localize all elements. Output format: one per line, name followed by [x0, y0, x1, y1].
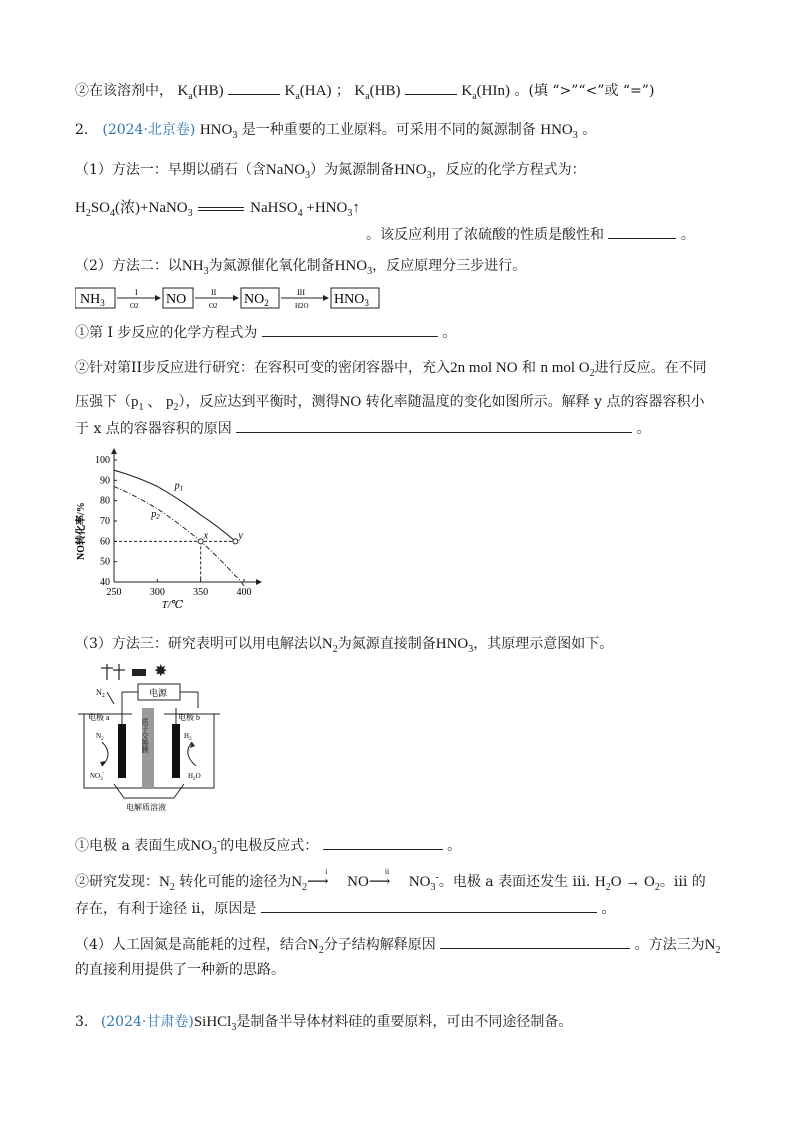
- m3-sub2-line2: [75, 898, 615, 919]
- nano3-formula: NaNO$_3$: [265, 162, 311, 181]
- m3-text-a: （3）方法三：研究表明可以用电解法以: [75, 636, 322, 652]
- x-tick-label: 300: [149, 587, 165, 598]
- n2-path: $N_2$ i ⟶ NO ii ⟶ $NO_3^-$: [291, 867, 439, 893]
- m3-sub2-c: 转化可能的途径为: [179, 874, 292, 890]
- electrolyte-label: 电解质溶液: [126, 803, 166, 812]
- m2-sub2-k: 于 x 点的容器容积的原因: [75, 421, 232, 437]
- m2-sub2-e: 进行反应。在不同: [594, 360, 707, 376]
- renewable-energy-icons: [101, 663, 167, 680]
- n2-formula-3: $N_2$: [307, 937, 324, 956]
- m2-sub2-end: 。: [636, 421, 651, 437]
- question-number: 2．: [75, 122, 98, 138]
- m2-sub2-j: 转化率随温度的变化如图所示。解释 y 点的容器容积小: [365, 394, 705, 410]
- m3-sub2-g: 存在，有利于途径 ii，原因是: [75, 901, 257, 917]
- chart-ylabel: NO转化率/%: [76, 502, 87, 560]
- y-tick-label: 100: [95, 455, 110, 466]
- chain-arrowhead-3: [323, 295, 329, 301]
- m3-text-c: 为氮源直接制备: [337, 636, 436, 652]
- n2-formula-4: $N_2$: [704, 937, 721, 956]
- question-number-3: 3.: [75, 1014, 89, 1030]
- m3-sub2-line1: [75, 868, 706, 898]
- hno3-formula-3: $HNO_3$: [394, 162, 432, 181]
- question-source: (2024·北京卷): [102, 122, 196, 138]
- electrode-b-label: 电极 b: [178, 713, 200, 722]
- ka-hb: $K_a(HB)$: [177, 83, 224, 102]
- chain-arrowhead-2: [233, 295, 239, 301]
- ka-hb-2: $K_a(HB)$: [354, 83, 401, 102]
- electrode-a-label: 电极 a: [88, 713, 110, 722]
- series-line-p2: [114, 486, 244, 586]
- sihcl3-formula: SiHCl$_3$: [193, 1014, 237, 1033]
- m3-text-e: ，其原理示意图如下。: [473, 636, 614, 652]
- m1-text-e: ，反应的化学方程式为：: [431, 162, 586, 178]
- left-product-no3: $NO_3^-$: [90, 771, 105, 782]
- y-tick-label: 80: [100, 495, 110, 507]
- pressures: $p_1$ 、 $p_2$: [131, 394, 179, 413]
- m4-line2: [75, 960, 285, 980]
- m2-text-c: 为氮源催化氧化制备: [208, 258, 335, 274]
- m2-line: [75, 256, 526, 282]
- answer-blank-5[interactable]: [236, 418, 632, 433]
- x-tick-label: 400: [236, 587, 252, 598]
- m2-text-e: ，反应原理分三步进行。: [372, 258, 527, 274]
- series-label-p1: $p_1$: [174, 480, 184, 493]
- m2-sub1-end: 。: [442, 325, 457, 341]
- conversion-chart: [74, 448, 264, 618]
- m4-line1: [75, 934, 721, 961]
- m3-sub2-end: 。: [601, 901, 616, 917]
- m3-sub1-text: ①电极 a 表面生成: [75, 838, 191, 854]
- answer-blank-2[interactable]: [405, 80, 457, 95]
- m1-tail-end: 。: [680, 227, 695, 243]
- electrode-b: [172, 724, 180, 778]
- power-label: 电源: [149, 688, 168, 698]
- m3-sub2-a: ②研究发现：: [75, 874, 159, 890]
- m1-text-a: （1）方法一：早期以硝石（含: [75, 162, 266, 178]
- m1-line: [75, 160, 586, 186]
- m2-sub2-line2: [75, 392, 704, 418]
- m1-text-c: ）为氮源制备: [310, 162, 395, 178]
- membrane-label: 质子交换膜: [141, 718, 149, 753]
- m2-sub1-text: ①第 I 步反应的化学方程式为: [75, 325, 258, 341]
- chain-hno3: $HNO_3$: [334, 292, 369, 308]
- nh3-formula: $NH_3$: [181, 258, 209, 277]
- q3-header: [75, 1012, 572, 1038]
- hno3-formula: $HNO_3$: [199, 122, 238, 141]
- chain-nh3: $NH_3$: [80, 292, 105, 308]
- hno3-formula-5: $HNO_3$: [435, 636, 474, 655]
- electrode-a: [118, 724, 126, 778]
- m2-sub2-a: ②针对第II步反应进行研究：在容积可变的密闭容器中，充入: [75, 360, 451, 376]
- m4-text-a: （4）人工固氮是高能耗的过程，结合: [75, 937, 308, 953]
- m3-sub2-f: 。iii 的: [659, 874, 706, 890]
- point-label-x: x: [203, 530, 209, 542]
- point-x: [198, 539, 203, 544]
- m1-equation: $H_2SO_4$(浓)+NaNO$_3$ NaHSO$_4$ $+HNO_3↑$: [75, 200, 360, 219]
- m2-text-a: （2）方法二：以: [75, 258, 182, 274]
- y-tick-label: 40: [100, 577, 110, 588]
- m3-sub1-end: 。: [447, 838, 462, 854]
- right-product-h2: $H_2$: [184, 732, 192, 742]
- mol-o2: n mol $O_2$: [540, 360, 595, 379]
- h2o-to-o2: $H_2O \to O_2$: [594, 874, 660, 893]
- answer-blank-1[interactable]: [228, 80, 280, 95]
- m3-sub1-c: 的电极反应式：: [220, 838, 319, 854]
- no-formula: NO: [339, 394, 362, 410]
- y-tick-label: 50: [100, 556, 110, 568]
- y-axis-arrow: [111, 448, 117, 454]
- chain-reagent-3: H2O: [295, 302, 309, 310]
- point-y: [233, 539, 238, 544]
- m2-sub2-c: 和: [522, 360, 537, 376]
- answer-blank-3[interactable]: [608, 224, 676, 239]
- x-tick-label: 250: [106, 587, 122, 598]
- m4-text-d: 。方法三为: [634, 937, 705, 953]
- chain-no2: $NO_2$: [244, 292, 269, 308]
- m3-sub2-d: 。电极 a 表面还发生 iii.: [438, 874, 591, 890]
- m2-sub2-h: ），反应达到平衡时，测得: [178, 394, 340, 410]
- left-reactant-n2: $N_2$: [96, 732, 104, 742]
- m3-line: [75, 634, 613, 660]
- m2-sub2-f: 压强下（: [75, 394, 131, 410]
- q2-intro: 是一种重要的工业原料。可采用不同的氮源制备: [241, 122, 536, 138]
- m1-tail-text: 。该反应利用了浓硫酸的性质是酸性和: [366, 227, 604, 243]
- chain-no: NO: [166, 292, 187, 307]
- m1-tail: [366, 224, 695, 245]
- chain-arrowhead-1: [155, 295, 161, 301]
- m4-text-c: 分子结构解释原因: [323, 937, 436, 953]
- m4-text-f: 的直接利用提供了一种新的思路。: [75, 962, 285, 978]
- y-tick-label: 90: [100, 475, 110, 487]
- separator: ；: [335, 83, 350, 99]
- ka-hin: $K_a(HIn)$: [461, 83, 510, 102]
- answer-blank-8[interactable]: [440, 934, 630, 949]
- svg-text:✸: ✸: [154, 663, 168, 680]
- x-axis-arrow: [256, 579, 262, 585]
- q3-text: 是制备半导体材料硅的重要原料，可由不同途径制备。: [236, 1014, 573, 1030]
- chain-step-3: III: [297, 288, 305, 297]
- ka-ha: $K_a(HA)$: [284, 83, 332, 102]
- no3-ion: $NO_3^-$: [190, 836, 221, 857]
- n2-inlet-label: $N_2$: [96, 688, 105, 699]
- y-tick-label: 60: [100, 536, 110, 548]
- q1-prefix: ②在该溶剂中，: [75, 83, 173, 99]
- chain-step-1: I: [135, 288, 138, 297]
- answer-blank-4[interactable]: [262, 322, 438, 337]
- x-tick-label: 350: [193, 587, 209, 598]
- question-source-3: (2024·甘肃卷): [100, 1014, 194, 1030]
- mol-no: 2n mol NO: [450, 360, 518, 376]
- y-tick-label: 70: [100, 516, 110, 527]
- m3-sub1: [75, 832, 461, 862]
- n2-formula-2: $N_2$: [159, 874, 175, 893]
- answer-blank-7[interactable]: [261, 898, 597, 913]
- n2-formula: $N_2$: [321, 636, 338, 655]
- point-label-y: y: [238, 530, 243, 542]
- hno3-formula-4: $HNO_3$: [334, 258, 373, 277]
- reaction-chain: [75, 286, 405, 312]
- electrolysis-diagram: [74, 658, 224, 816]
- chain-reagent-1: O2: [130, 302, 139, 310]
- right-reactant-h2o: $H_2O$: [188, 772, 201, 782]
- m2-sub1: [75, 322, 456, 343]
- chain-reagent-2: O2: [209, 302, 218, 310]
- chain-step-2: II: [211, 288, 217, 297]
- answer-blank-6[interactable]: [323, 835, 443, 850]
- chart-xlabel: T/℃: [161, 599, 184, 611]
- fill-note: 。(填 “>”“<”或 “=”): [514, 83, 655, 99]
- m2-sub2-line1: [75, 358, 707, 384]
- q2-header: [75, 120, 596, 146]
- m2-sub2-line3: [75, 418, 651, 439]
- hno3-formula-2: $HNO_3$: [540, 122, 578, 141]
- q2-intro-end: 。: [582, 122, 597, 138]
- series-label-p2: $p_2$: [151, 508, 160, 521]
- q1-line: [75, 80, 654, 107]
